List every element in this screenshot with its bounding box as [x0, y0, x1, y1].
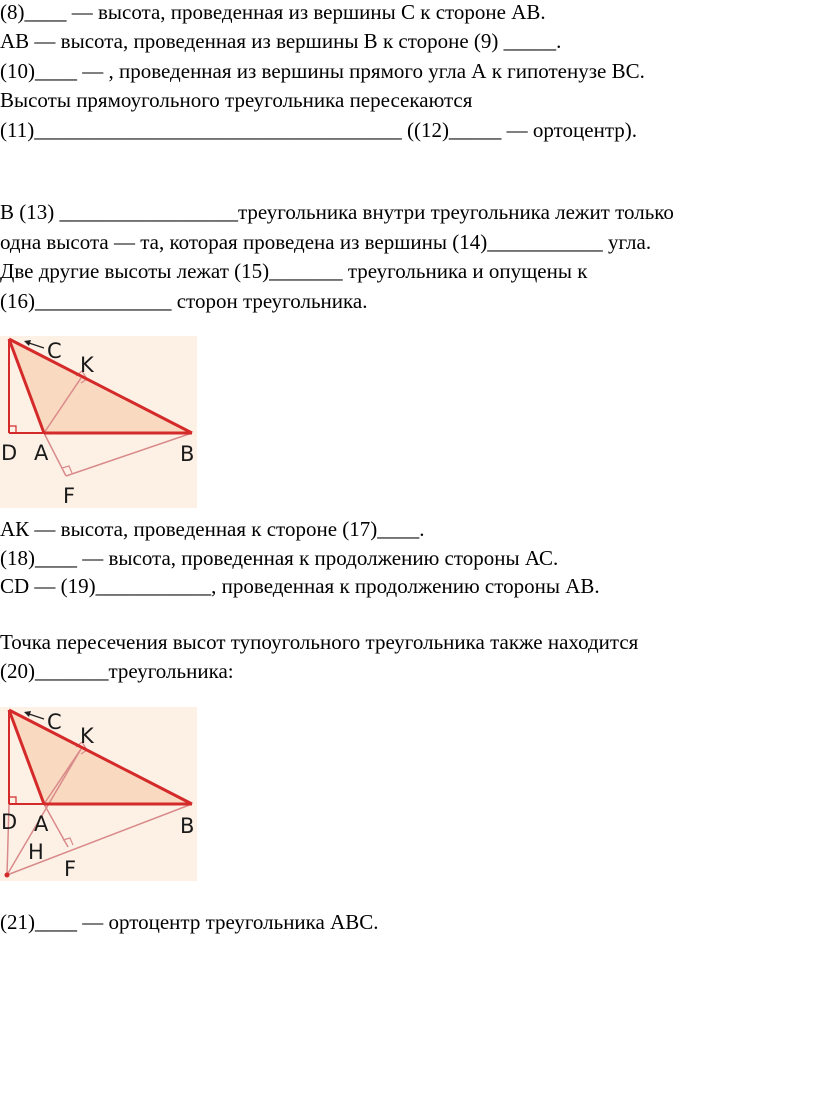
text-line-orthocenter-location: Точка пересечения высот тупоугольного треугольника также находится [0, 630, 639, 654]
label-b: B [180, 442, 195, 466]
label-d: D [1, 441, 18, 465]
text-line-16: (16)_____________ сторон треугольника. [0, 289, 368, 313]
text-line-15: Две другие высоты лежат (15)_______ треугольника и опущены к [0, 259, 588, 283]
label-f: F [64, 857, 77, 881]
text-line-17: АК — высота, проведенная к стороне (17)____. [0, 517, 425, 541]
text-line-9: АВ — высота, проведенная из вершины В к стороне (9) _____. [0, 29, 562, 53]
label-k: K [80, 353, 94, 377]
label-a: A [34, 441, 49, 465]
text-line-10: (10)____ — , проведенная из вершины прямого угла А к гипотенузе ВС. [0, 59, 645, 83]
label-c: C [47, 339, 62, 363]
label-c: C [47, 710, 62, 734]
text-line-21: (21)____ — ортоцентр треугольника АВС. [0, 910, 379, 934]
text-line-8: (8)____ — высота, проведенная из вершины С к стороне АВ. [0, 0, 546, 24]
text-line-19: CD — (19)___________, проведенная к продолжению стороны АВ. [0, 574, 600, 598]
text-line-20: (20)_______треугольника: [0, 659, 234, 683]
obtuse-triangle-figure-1 [0, 336, 197, 508]
obtuse-triangle-figure-2 [0, 707, 197, 881]
label-b: B [180, 814, 195, 838]
label-k: K [80, 724, 94, 748]
text-line-18: (18)____ — высота, проведенная к продолжению стороны АС. [0, 546, 559, 570]
label-d: D [1, 810, 18, 834]
label-h: H [28, 840, 44, 864]
text-line-11-12: (11)___________________________________ ((12)_____ — ортоцентр). [0, 118, 638, 142]
label-a: A [34, 812, 49, 836]
text-line-14: одна высота — та, которая проведена из вершины (14)___________ угла. [0, 230, 652, 254]
label-f: F [63, 484, 76, 508]
text-line-13: В (13) _________________треугольника внутри треугольника лежит только [0, 200, 674, 224]
text-line-heights-intersect: Высоты прямоугольного треугольника пересекаются [0, 88, 473, 112]
